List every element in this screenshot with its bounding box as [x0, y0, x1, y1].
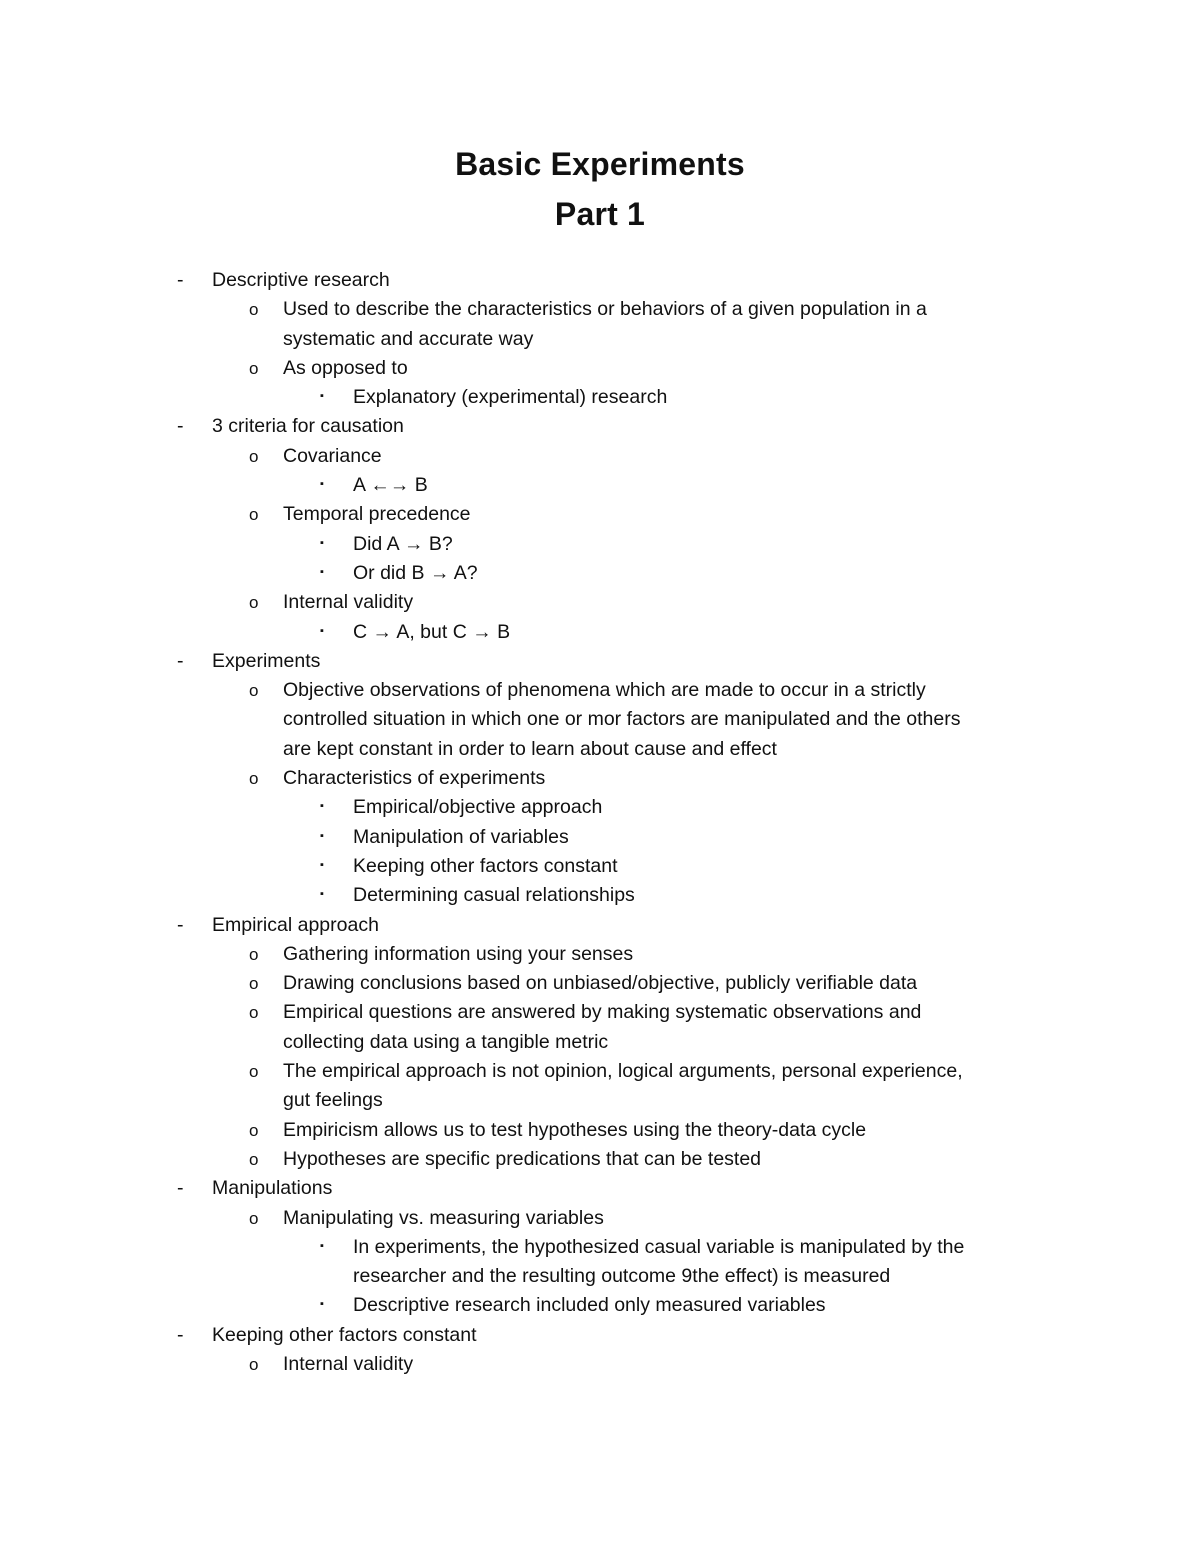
dash-bullet-icon: - — [177, 269, 184, 291]
list-item-level-2 — [0, 823, 1200, 852]
list-item-continuation — [0, 1028, 1200, 1057]
list-item-level-1 — [0, 354, 1200, 383]
list-item-text: Did A → B? — [353, 532, 453, 555]
list-item-text: Manipulations — [212, 1177, 333, 1200]
list-item-text: Descriptive research included only measured variables — [353, 1294, 826, 1317]
square-bullet-icon: ▪ — [320, 390, 324, 403]
list-item-text: gut feelings — [283, 1089, 383, 1112]
list-item-text: Experiments — [212, 649, 321, 672]
list-item-level-1 — [0, 1350, 1200, 1379]
square-bullet-icon: ▪ — [320, 1239, 324, 1252]
list-item-level-1 — [0, 764, 1200, 793]
list-item-level-2 — [0, 383, 1200, 412]
list-item-text: systematic and accurate way — [283, 327, 534, 350]
list-item-text: Empirical approach — [212, 913, 379, 936]
list-item-text: Empiricism allows us to test hypotheses using the theory-data cycle — [283, 1118, 867, 1141]
list-item-level-0 — [0, 1321, 1200, 1350]
list-item-text: Characteristics of experiments — [283, 767, 546, 790]
list-item-level-1 — [0, 940, 1200, 969]
list-item-continuation — [0, 325, 1200, 354]
circle-bullet-icon: o — [249, 1208, 259, 1228]
list-item-text: Keeping other factors constant — [353, 854, 618, 877]
list-item-level-0 — [0, 1174, 1200, 1203]
list-item-continuation — [0, 735, 1200, 764]
list-item-level-0 — [0, 266, 1200, 295]
dash-bullet-icon: - — [177, 649, 184, 672]
dash-bullet-icon: - — [177, 1323, 184, 1346]
circle-bullet-icon: o — [249, 358, 259, 378]
list-item-level-2 — [0, 852, 1200, 881]
list-item-level-1 — [0, 1116, 1200, 1145]
circle-bullet-icon: o — [249, 974, 259, 994]
list-item-level-1 — [0, 1204, 1200, 1233]
circle-bullet-icon: o — [249, 769, 259, 789]
circle-bullet-icon: o — [249, 1120, 259, 1140]
list-item-text: Objective observations of phenomena which are made to occur in a strictly — [283, 679, 926, 702]
page-title: Basic Experiments — [455, 146, 745, 182]
circle-bullet-icon: o — [249, 593, 259, 613]
list-item-text: In experiments, the hypothesized casual variable is manipulated by the — [353, 1235, 965, 1258]
list-item-text: researcher and the resulting outcome 9the effect) is measured — [353, 1265, 891, 1288]
list-item-level-2 — [0, 530, 1200, 559]
circle-bullet-icon: o — [249, 446, 259, 466]
list-item-level-1 — [0, 998, 1200, 1027]
list-item-level-2 — [0, 881, 1200, 910]
circle-bullet-icon: o — [249, 1149, 259, 1169]
list-item-level-2 — [0, 1291, 1200, 1320]
list-item-text: Used to describe the characteristics or behaviors of a given population in a — [283, 298, 927, 321]
list-item-text: 3 criteria for causation — [212, 415, 404, 438]
list-item-level-0 — [0, 647, 1200, 676]
list-item-level-2 — [0, 793, 1200, 822]
list-item-text: Covariance — [283, 444, 382, 467]
list-item-level-2 — [0, 1233, 1200, 1262]
circle-bullet-icon: o — [249, 1062, 259, 1082]
list-item-level-1 — [0, 442, 1200, 471]
circle-bullet-icon: o — [249, 944, 259, 964]
list-item-level-0 — [0, 911, 1200, 940]
list-item-text: Manipulating vs. measuring variables — [283, 1206, 604, 1229]
list-item-text: Drawing conclusions based on unbiased/objective, publicly verifiable data — [283, 972, 918, 995]
list-item-level-1 — [0, 1057, 1200, 1086]
square-bullet-icon: ▪ — [320, 1298, 324, 1311]
square-bullet-icon: ▪ — [320, 478, 324, 491]
square-bullet-icon: ▪ — [320, 624, 324, 637]
list-item-text: C → A, but C → B — [353, 620, 511, 643]
list-item-text: are kept constant in order to learn about cause and effect — [283, 737, 777, 760]
outline-list — [0, 266, 1200, 1379]
list-item-text: Internal validity — [283, 1352, 414, 1375]
list-item-text: A ←→ B — [353, 474, 428, 497]
circle-bullet-icon: o — [249, 300, 259, 320]
list-item-text: Manipulation of variables — [353, 825, 569, 848]
list-item-text: Empirical questions are answered by making systematic observations and — [283, 1001, 922, 1024]
list-item-level-1 — [0, 1145, 1200, 1174]
list-item-text: Or did B → A? — [353, 561, 478, 584]
page-subtitle: Part 1 — [554, 196, 646, 232]
dash-bullet-icon: - — [177, 913, 184, 936]
list-item-text: The empirical approach is not opinion, logical arguments, personal experience, — [283, 1060, 963, 1083]
circle-bullet-icon: o — [249, 681, 259, 701]
square-bullet-icon: ▪ — [320, 858, 324, 871]
list-item-level-2 — [0, 559, 1200, 588]
list-item-level-1 — [0, 588, 1200, 617]
list-item-continuation — [0, 1262, 1200, 1291]
list-item-level-0 — [0, 412, 1200, 441]
list-item-text: Hypotheses are specific predications that can be tested — [283, 1147, 762, 1170]
list-item-text: Explanatory (experimental) research — [353, 386, 668, 409]
list-item-text: collecting data using a tangible metric — [283, 1030, 609, 1053]
list-item-text: Temporal precedence — [283, 503, 471, 526]
list-item-level-2 — [0, 471, 1200, 500]
square-bullet-icon: ▪ — [320, 565, 324, 578]
circle-bullet-icon: o — [249, 1354, 259, 1374]
circle-bullet-icon: o — [249, 505, 259, 525]
list-item-level-1 — [0, 500, 1200, 529]
square-bullet-icon: ▪ — [320, 800, 324, 813]
list-item-text: Descriptive research — [212, 269, 390, 291]
dash-bullet-icon: - — [177, 1177, 184, 1200]
list-item-continuation — [0, 705, 1200, 734]
list-item-text: controlled situation in which one or mor factors are manipulated and the others — [283, 708, 961, 731]
list-item-text: As opposed to — [283, 356, 408, 379]
list-item-text: Internal validity — [283, 591, 414, 614]
list-item-text: Empirical/objective approach — [353, 796, 603, 819]
square-bullet-icon: ▪ — [320, 829, 324, 842]
circle-bullet-icon: o — [249, 1003, 259, 1023]
list-item-level-1 — [0, 969, 1200, 998]
list-item-text: Determining casual relationships — [353, 884, 635, 907]
list-item-level-1 — [0, 295, 1200, 324]
dash-bullet-icon: - — [177, 415, 184, 438]
list-item-continuation — [0, 1086, 1200, 1115]
square-bullet-icon: ▪ — [320, 536, 324, 549]
list-item-text: Gathering information using your senses — [283, 942, 634, 965]
list-item-text: Keeping other factors constant — [212, 1323, 477, 1346]
square-bullet-icon: ▪ — [320, 888, 324, 901]
list-item-level-2 — [0, 618, 1200, 647]
list-item-level-1 — [0, 676, 1200, 705]
